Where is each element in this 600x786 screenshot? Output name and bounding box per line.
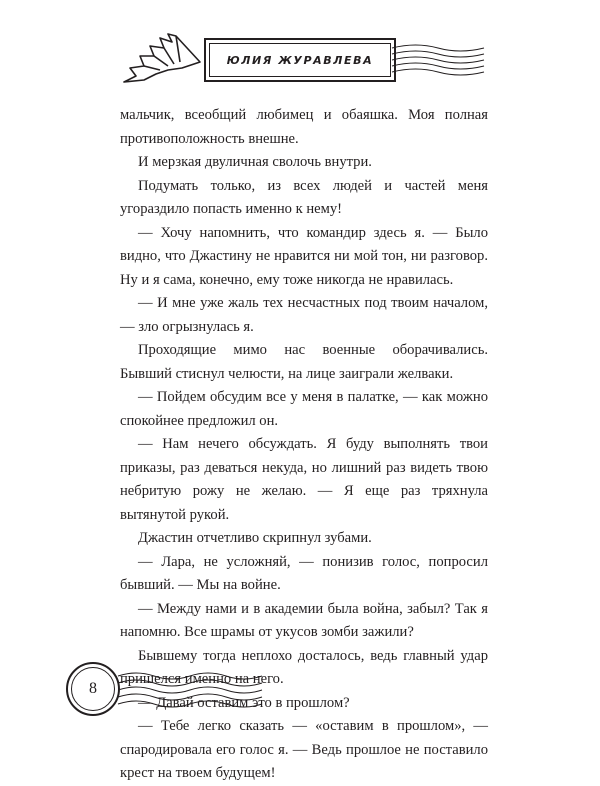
- paragraph: — И мне уже жаль тех несчастных под твоим началом, — зло огрызнулась я.: [120, 295, 488, 335]
- paragraph: — Лара, не усложняй, — понизив голос, попросил бывший. — Мы на войне.: [120, 553, 488, 593]
- page-number-stamp: [66, 662, 120, 716]
- paragraph: Подумать только, из всех людей и частей меня угораздило попасть именно к нему!: [120, 177, 488, 217]
- postmark-lines-icon: [116, 668, 266, 712]
- paragraph: — Нам нечего обсуждать. Я буду выполнять твои приказы, раз деваться некуда, но лишний раз видеть твою небритую рожу не желаю. — Я еще раз тряхнула вытянутой рукой.: [120, 436, 488, 523]
- bat-wing-icon: [120, 28, 204, 92]
- paragraph: — Хочу напомнить, что командир здесь я. — Было видно, что Джастину не нравится ни мой тон, ни разговор. Ну и я сама, конечно, ему тоже никогда не нравилась.: [120, 224, 488, 288]
- paragraph: — Тебе легко сказать — «оставим в прошлом», — спародировала его голос я. — Ведь прошлое не поставило крест на твоем будущем!: [120, 718, 488, 781]
- paragraph: — Давай оставим это в прошлом?: [138, 694, 350, 711]
- paragraph: Проходящие мимо нас военные оборачивались. Бывший стиснул челюсти, на лице заиграли желваки.: [120, 342, 488, 382]
- paragraph: И мерзкая двуличная сволочь внутри.: [138, 154, 372, 170]
- postmark-lines-icon: [390, 40, 486, 80]
- page-header: [0, 0, 600, 110]
- page-footer: [58, 656, 298, 736]
- author-name: ЮЛИЯ ЖУРАВЛЕВА: [226, 53, 374, 67]
- paragraph: — Пойдем обсудим все у меня в палатке, — как можно спокойнее предложил он.: [120, 389, 488, 429]
- paragraph: Джастин отчетливо скрипнул зубами.: [138, 530, 372, 546]
- author-plaque: [204, 38, 396, 82]
- page-number: 8: [89, 680, 97, 697]
- paragraph: мальчик, всеобщий любимец и обаяшка. Моя полная противоположность внешне.: [120, 107, 488, 147]
- paragraph: — Между нами и в академии была война, забыл? Так я напомню. Все шрамы от укусов зомби зажили?: [120, 600, 488, 640]
- paragraph: Бывшему тогда неплохо досталось, ведь главный удар пришелся именно на него.: [120, 647, 488, 687]
